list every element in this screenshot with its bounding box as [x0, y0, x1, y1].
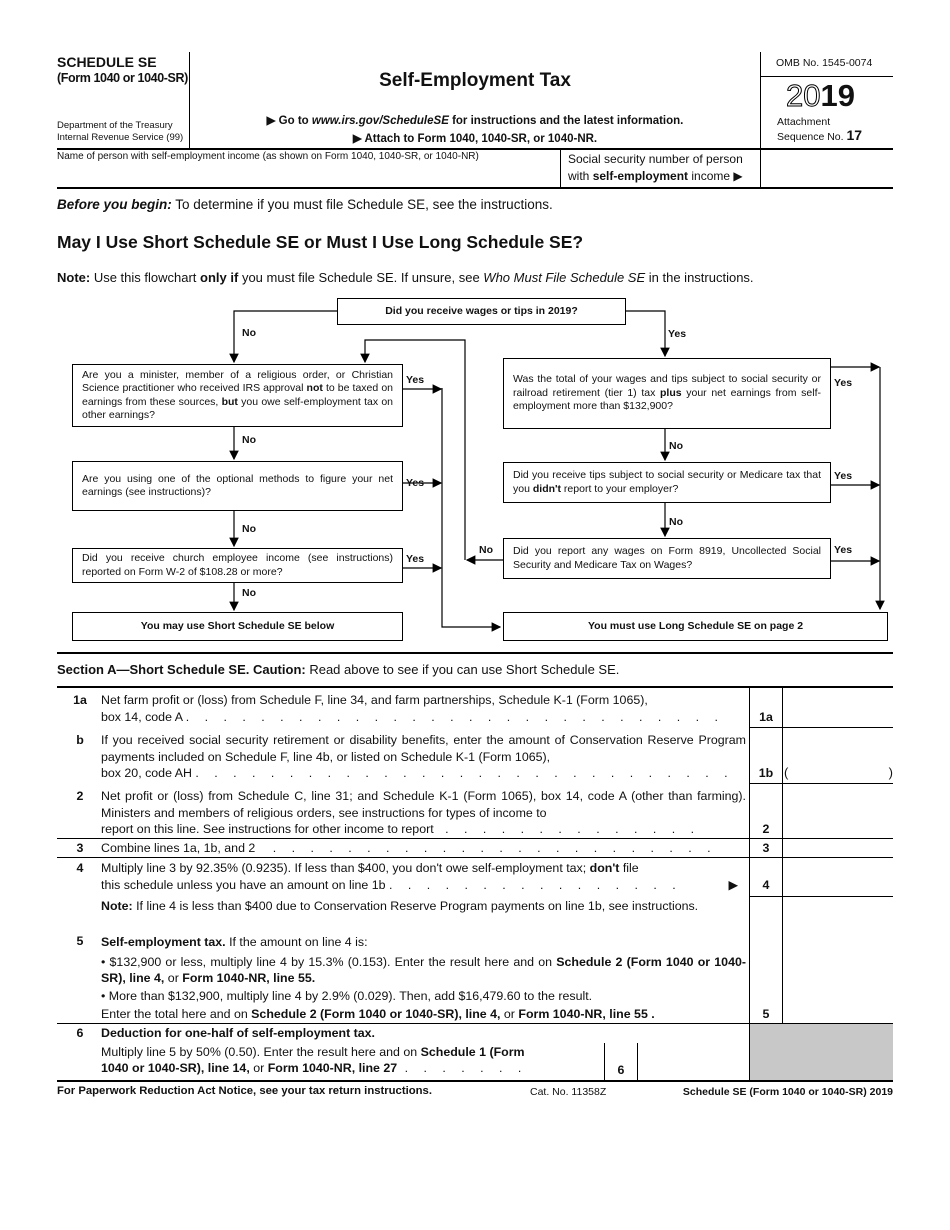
flow-long-schedule-result: You must use Long Schedule SE on page 2 [503, 612, 888, 641]
line-number: 1a [73, 693, 87, 707]
before-you-begin: Before you begin: To determine if you must file Schedule SE, see the instructions. [57, 197, 553, 212]
attachment-label: Attachment [777, 116, 831, 128]
flow-label-yes: Yes [406, 553, 425, 565]
line-number: 2 [76, 789, 84, 803]
flow-tips-question: Did you receive tips subject to social security or Medicare tax that you didn't report to your employer? [503, 462, 831, 503]
line-1b: b If you received social security retirement or disability benefits, enter the amount of Conservation Reserve Program payments included on Schedule F, line 4b, or listed on Schedule K-1 (Form 1065), box 20, code AH . . . 1b [60, 732, 893, 784]
line-6: 6 Deduction for one-half of self-employment tax. Multiply line 5 by 50% (0.50). Enter the result here and on Schedule 1 (Form 1040 or 1040-SR), line 14, or Form 1040-NR, line 27 . . . 6 [60, 1025, 893, 1080]
flow-wages-threshold-question: Was the total of your wages and tips subject to social security or railroad retirement (tier 1) tax plus your net earnings from self-employment more than $132,900? [503, 358, 831, 429]
line-4-amount[interactable] [783, 858, 893, 896]
goto-instructions: ▶ Go to www.irs.gov/ScheduleSE for instructions and the latest information. [266, 115, 684, 127]
line-6-amount[interactable] [638, 1043, 749, 1080]
flow-minister-question: Are you a minister, member of a religious order, or Christian Science practitioner who received IRS approval not to be taxed on earnings from these sources, but you owe self-employment tax on other earnings? [72, 364, 403, 427]
section-heading: May I Use Short Schedule SE or Must I Use Long Schedule SE? [57, 232, 584, 252]
flow-label-no: No [242, 587, 256, 599]
flow-label-yes: Yes [834, 470, 853, 482]
line-3: 3 Combine lines 1a, 1b, and 2 . . . 3 [60, 840, 893, 857]
omb-number: OMB No. 1545-0074 [776, 57, 873, 69]
line-number: 6 [76, 1026, 84, 1040]
flow-label-no: No [242, 434, 256, 446]
flow-start-question: Did you receive wages or tips in 2019? [337, 298, 626, 325]
irs-link[interactable]: www.irs.gov/ScheduleSE [311, 115, 449, 127]
flow-label-no: No [669, 440, 683, 452]
schedule-name: SCHEDULE SE [57, 54, 157, 70]
flow-short-schedule-result: You may use Short Schedule SE below [72, 612, 403, 641]
line-4: 4 Multiply line 3 by 92.35% (0.9235). If less than $400, you don't owe self-employment tax; don't file this schedule unless you have an amount on line 1b . . . ▶ 4 [60, 860, 893, 896]
flow-label-no: No [669, 516, 683, 528]
name-field[interactable]: Name of person with self-employment income (as shown on Form 1040, 1040-SR, or 1040-NR) [57, 151, 479, 162]
ssn-label: Social security number of person with self-employment income ▶ [568, 152, 743, 183]
line-label: 1a [759, 710, 773, 724]
form-title: Self-Employment Tax [379, 70, 571, 91]
line-4-note: Note: If line 4 is less than $400 due to Conservation Reserve Program payments on line 1b, see instructions. [101, 899, 699, 913]
flow-church-income-question: Did you receive church employee income (see instructions) reported on Form W-2 of $108.28 or more? [72, 548, 403, 583]
line-label: 4 [762, 878, 770, 892]
flow-label-yes: Yes [834, 544, 853, 556]
dept-treasury: Department of the Treasury [57, 120, 173, 131]
flow-label-no: No [479, 544, 493, 556]
line-number: 5 [76, 934, 84, 948]
line-5-amount[interactable] [783, 897, 893, 1023]
attach-instructions: ▶ Attach to Form 1040, 1040-SR, or 1040-NR. [352, 133, 598, 145]
section-a-title: Section A—Short Schedule SE. Caution: Read above to see if you can use Short Schedule SE. [57, 662, 620, 677]
form-ref: (Form 1040 or 1040-SR) [57, 71, 188, 85]
dept-irs: Internal Revenue Service (99) [57, 132, 184, 143]
line-1a-amount[interactable] [783, 689, 893, 727]
line-number: b [76, 733, 84, 747]
line-1b-amount[interactable]: ( ) [784, 765, 893, 780]
flowchart-note: Note: Use this flowchart only if you must file Schedule SE. If unsure, see Who Must File Schedule SE in the instructions. [57, 270, 754, 285]
tax-year: 2019 [786, 78, 855, 113]
line-number: 3 [76, 841, 84, 855]
flow-label-yes: Yes [834, 377, 853, 389]
line-label: 3 [762, 841, 770, 855]
flow-label-yes: Yes [406, 477, 425, 489]
catalog-number: Cat. No. 11358Z [530, 1086, 607, 1098]
flow-label-yes: Yes [668, 328, 687, 340]
line-3-amount[interactable] [783, 839, 893, 857]
line-label: 2 [762, 822, 770, 836]
line-number: 4 [76, 861, 84, 875]
paperwork-notice: For Paperwork Reduction Act Notice, see your tax return instructions. [57, 1085, 432, 1097]
flow-form-8919-question: Did you report any wages on Form 8919, Uncollected Social Security and Medicare Tax on Wages? [503, 538, 831, 579]
flow-label-yes: Yes [406, 374, 425, 386]
line-label: 5 [762, 1007, 770, 1021]
line-label: 6 [617, 1063, 625, 1077]
line-2-amount[interactable] [783, 784, 893, 838]
form-footer-id: Schedule SE (Form 1040 or 1040-SR) 2019 [682, 1086, 893, 1098]
flow-label-no: No [242, 523, 256, 535]
flow-label-no: No [242, 327, 256, 339]
line-1a: 1a Net farm profit or (loss) from Schedule F, line 34, and farm partnerships, Schedule K-1 (Form 1065), box 14, code A . . . 1a [60, 692, 893, 728]
flow-optional-methods-question: Are you using one of the optional methods to figure your net earnings (see instructions)? [72, 461, 403, 511]
line-5: 5 Self-employment tax. If the amount on line 4 is: • $132,900 or less, multiply line 4 by 15.3% (0.153). Enter the result here and on Schedule 2 (Form 1040 or 1040-SR), line 4, or Form 1040-NR, line 55. • More than $132,900, multiply line 4 by 2.9% (0.029). Then, add $16,479.60 to the result. Enter the total here and on Schedule 2 (Form 1040 or 1040-SR), line 4, or Form 1040-NR, line 55 . 5 [60, 933, 893, 1023]
line-2: 2 Net profit or (loss) from Schedule C, line 31; and Schedule K-1 (Form 1065), box 14, code A (other than farming). Ministers and members of religious orders, see instructions for types of income to report on this line. See instructions for other income to report . . . 2 [60, 788, 893, 838]
sequence-number: Sequence No. 17 [777, 127, 863, 143]
line-label: 1b [758, 766, 774, 780]
